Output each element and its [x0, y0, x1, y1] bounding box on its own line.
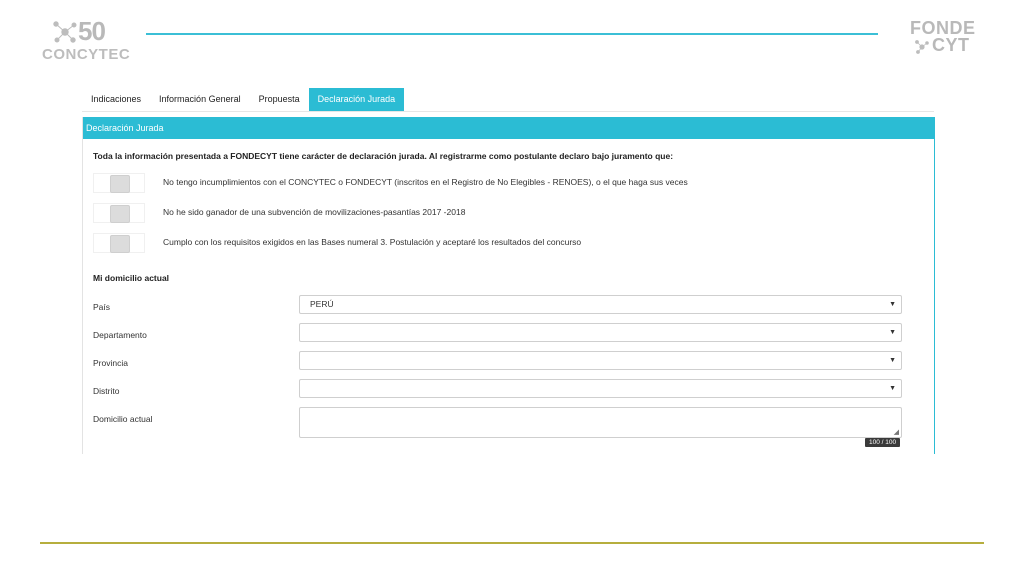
declaration-checkbox-1[interactable]: [110, 175, 130, 193]
distrito-select[interactable]: [299, 379, 902, 398]
declaration-row: [93, 173, 913, 195]
tab-propuesta[interactable]: Propuesta: [258, 94, 300, 104]
molecule-icon: [52, 19, 78, 45]
domicilio-textarea[interactable]: [299, 407, 902, 438]
tab-informacion-general[interactable]: Información General: [159, 94, 241, 104]
molecule-icon: [914, 39, 930, 55]
provincia-label: Provincia: [93, 358, 128, 368]
concytec-logo: [42, 16, 132, 64]
fondecyt-wordmark-line2: CYT: [932, 35, 970, 55]
header-divider: [146, 33, 878, 35]
provincia-select[interactable]: [299, 351, 902, 370]
pais-label: País: [93, 302, 111, 312]
declaration-checkbox-3[interactable]: [110, 235, 130, 253]
declaration-label-1: No tengo incumplimientos con el CONCYTEC o FONDECYT (inscritos en el Registro de No Elegibles - RENOES), o el que haga sus veces: [163, 177, 688, 187]
checkbox-cell: [93, 203, 145, 223]
declaration-row: [93, 233, 913, 255]
checkbox-cell: [93, 173, 145, 193]
chevron-down-icon: ▼: [889, 385, 896, 392]
address-section-title: Mi domicilio actual: [93, 273, 170, 283]
resize-grip-icon[interactable]: ◢: [893, 429, 899, 436]
fondecyt-wordmark-line1: FONDE: [910, 18, 976, 38]
chevron-down-icon: ▼: [889, 301, 896, 308]
departamento-select[interactable]: [299, 323, 902, 342]
declaration-checkbox-2[interactable]: [110, 205, 130, 223]
domicilio-label: Domicilio actual: [93, 414, 153, 424]
concytec-wordmark: CONCYTEC: [42, 46, 131, 63]
tab-bar: [82, 88, 934, 112]
pais-value: PERÚ: [310, 299, 334, 309]
declaration-label-2: No he sido ganador de una subvención de movilizaciones-pasantías 2017 -2018: [163, 207, 466, 217]
character-counter: 100 / 100: [865, 438, 900, 447]
footer-divider: [40, 542, 984, 544]
declaracion-panel: [82, 117, 935, 454]
declaration-label-3: Cumplo con los requisitos exigidos en las Bases numeral 3. Postulación y aceptaré los resultados del concurso: [163, 237, 582, 247]
panel-title: Declaración Jurada: [83, 117, 934, 139]
declaration-row: [93, 203, 913, 225]
tab-indicaciones[interactable]: Indicaciones: [91, 94, 142, 104]
pais-select[interactable]: [299, 295, 902, 314]
anniversary-number: 50: [78, 16, 105, 46]
chevron-down-icon: ▼: [889, 329, 896, 336]
distrito-label: Distrito: [93, 386, 120, 396]
intro-text: Toda la información presentada a FONDECYT tiene carácter de declaración jurada. Al registrarme como postulante declaro bajo juramento que:: [93, 151, 674, 161]
chevron-down-icon: ▼: [889, 357, 896, 364]
departamento-label: Departamento: [93, 330, 147, 340]
tab-declaracion-jurada[interactable]: Declaración Jurada: [309, 88, 405, 111]
fondecyt-logo: [910, 18, 984, 58]
checkbox-cell: [93, 233, 145, 253]
